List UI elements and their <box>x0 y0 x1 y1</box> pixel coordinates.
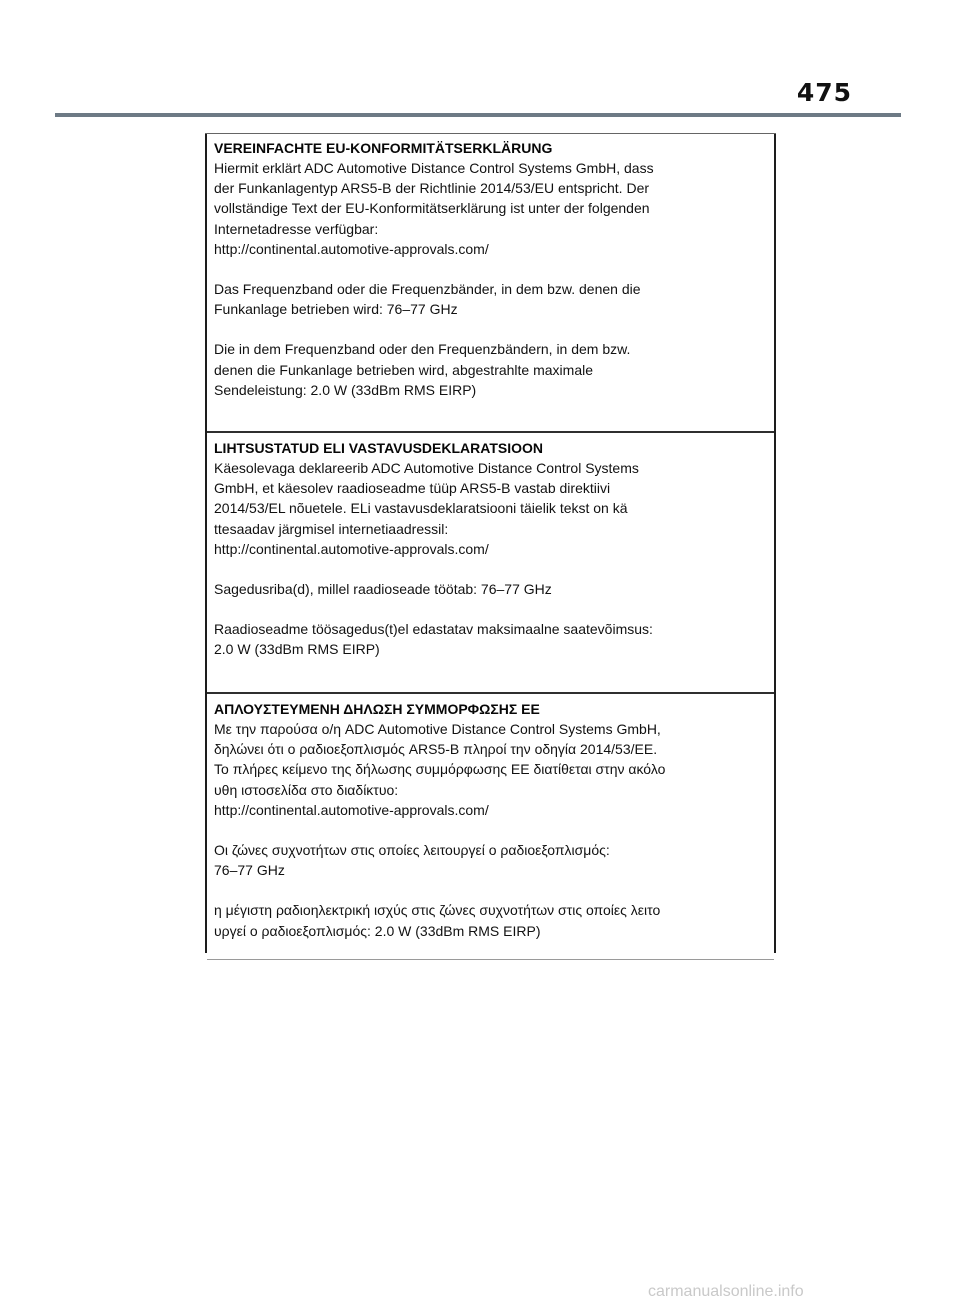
text-line: η μέγιστη ραδιοηλεκτρική ισχύς στις ζώνες συχνοτήτων στις οποίες λειτο <box>214 902 661 919</box>
text-line: Käesolevaga deklareerib ADC Automotive Distance Control Systems <box>214 460 639 476</box>
text-line: Die in dem Frequenzband oder den Frequenzbändern, in dem bzw. <box>214 341 631 358</box>
scanned-declaration-box <box>205 133 776 953</box>
text-line: Funkanlage betrieben wird: 76–77 GHz <box>214 301 458 318</box>
text-line: Hiermit erklärt ADC Automotive Distance Control Systems GmbH, dass <box>214 160 654 176</box>
text-line: vollständige Text der EU-Konformitätserklärung ist unter der folgenden <box>214 200 650 217</box>
url-line: http://continental.automotive-approvals.com/ <box>214 540 489 557</box>
text-line: Raadioseadme töösagedus(t)el edastatav maksimaalne saatevõimsus: <box>214 621 653 638</box>
url-line: http://continental.automotive-approvals.com/ <box>214 240 489 257</box>
text-line: Οι ζώνες συχνοτήτων στις οποίες λειτουργεί ο ραδιοεξοπλισμός: <box>214 842 610 859</box>
text-line: 2014/53/EL nõuetele. ELi vastavusdeklaratsiooni täielik tekst on kä <box>214 500 628 517</box>
text-line: Με την παρούσα ο/η ADC Automotive Distance Control Systems GmbH, <box>214 721 661 737</box>
section-heading: LIHTSUSTATUD ELI VASTAVUSDEKLARATSIOON <box>214 440 543 456</box>
footer-watermark[interactable]: carmanualsonline.info <box>648 1283 804 1300</box>
text-line: υθη ιστοσελίδα στο διαδίκτυο: <box>214 781 399 798</box>
text-line: GmbH, et käesolev raadioseadme tüüp ARS5-B vastab direktiivi <box>214 480 611 497</box>
section-german-declaration <box>207 133 774 433</box>
section-greek-declaration <box>207 694 774 960</box>
text-line: Internetadresse verfügbar: <box>214 220 379 237</box>
text-line: Sendeleistung: 2.0 W (33dBm RMS EIRP) <box>214 381 477 398</box>
header-rule <box>55 113 901 117</box>
text-line: denen die Funkanlage betrieben wird, abgestrahlte maximale <box>214 361 594 378</box>
section-heading: VEREINFACHTE EU-KONFORMITÄTSERKLÄRUNG <box>214 140 553 156</box>
section-estonian-declaration <box>207 433 774 694</box>
text-line: υργεί ο ραδιοεξοπλισμός: 2.0 W (33dBm RMS EIRP) <box>214 922 541 939</box>
text-line: δηλώνει ότι ο ραδιοεξοπλισμός ARS5-B πληροί την οδηγία 2014/53/ΕΕ. <box>214 741 658 758</box>
section-heading: ΑΠΛΟΥΣΤΕΥΜΕΝΗ ΔΗΛΩΣΗ ΣΥΜΜΟΡΦΩΣΗΣ ΕΕ <box>214 701 540 717</box>
text-line: der Funkanlagentyp ARS5-B der Richtlinie 2014/53/EU entspricht. Der <box>214 180 650 197</box>
text-line: 76–77 GHz <box>214 862 285 879</box>
text-line: Sagedusriba(d), millel raadioseade töötab: 76–77 GHz <box>214 581 552 598</box>
text-line: Das Frequenzband oder die Frequenzbänder, in dem bzw. denen die <box>214 281 641 298</box>
page-number: 475 <box>796 78 852 107</box>
text-line: Το πλήρες κείμενο της δήλωσης συμμόρφωσης ΕΕ διατίθεται στην ακόλο <box>214 761 666 778</box>
text-line: 2.0 W (33dBm RMS EIRP) <box>214 641 380 658</box>
text-line: ttesaadav järgmisel internetiaadressil: <box>214 520 449 537</box>
url-line: http://continental.automotive-approvals.com/ <box>214 801 489 818</box>
